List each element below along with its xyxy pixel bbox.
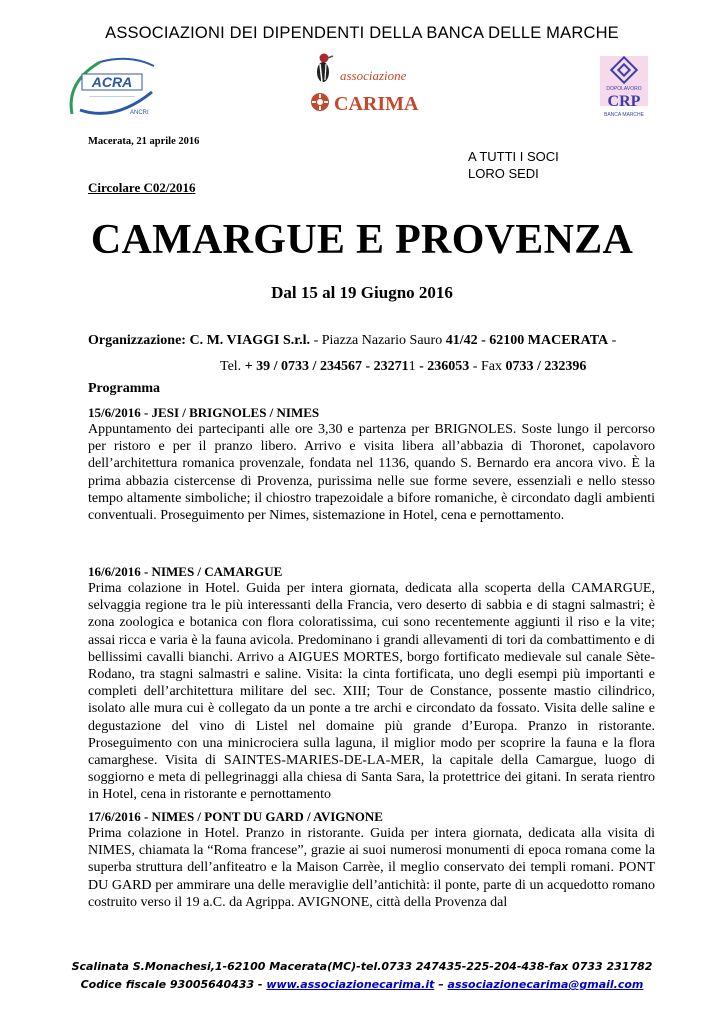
day-heading: 17/6/2016 - NIMES / PONT DU GARD / AVIGNONE (88, 809, 383, 824)
crp-logo-bottom: BANCA MARCHE (603, 112, 645, 118)
crp-logo-top: DOPOLAVORO (606, 86, 642, 92)
organization-line (88, 333, 648, 349)
day-heading: 16/6/2016 - NIMES / CAMARGUE (88, 564, 283, 579)
fax-number: 0733 / 232396 (505, 359, 587, 374)
tel-label: Tel. (220, 359, 242, 374)
footer-separator: – (434, 978, 448, 991)
day-description: Prima colazione in Hotel. Guida per intera giornata, dedicata alla scoperta della CAMARGUE, selvaggia regione tra le più interessanti della Francia, vero deserto di sabbia e di stagni salmastri; è zona zoologica e botanica con flora coloratissima, cui sono recentemente aggiunti il riso e la vite; assai ricca e varia è la fauna avicola. Predominano i grandi allevamenti di tori da combattimento e di bellissimi cavalli bianchi. Arrivo a AIGUES MORTES, borgo fortificato medievale sul canale Sète-Rodano, tra stagni salmastri e saline. Visita: la cinta fortificata, uno degli esempi più importanti e completi dell’architettura militare del sec. XIII; Tour de Constance, possente mastio cilindrico, isolato alle mura cui è collegato da un ponte a tre archi e circondato da fossato. Visita delle saline e degustazione del vino di Listel nel domaine più grande d’Europa. Pranzo in ristorante. Proseguimento con una minicrociera sulla laguna, il miglior modo per scoprire la fauna e la flora camarghese. Visita di SAINTES-MARIES-DE-LA-MER, la capitale della Camargue, luogo di soggiorno e meta di pellegrinaggi alla chiesa di Santa Sara, la protettrice dei gitani. In serata rientro in Hotel, cena in ristorante e pernottamento (88, 581, 655, 803)
tel-numbers: + 39 / 0733 / 234567 - 23271 (244, 359, 409, 374)
crp-logo (594, 50, 654, 122)
recipients-line-1: A TUTTI I SOCI (468, 149, 559, 164)
programma-heading: Programma (88, 381, 161, 396)
day-description: Appuntamento dei partecipanti alle ore 3,30 e partenza per BRIGNOLES. Soste lungo il percorso per ristoro e per il pranzo libero. Arrivo e visita libera all’abbazia di Thoronet, capolavoro dell’architettura romanica provenzale, fondata nel 1136, quando S. Bernardo era ancora vivo. È la prima abbazia cistercense di Provenza, purissima nelle sue forme severe, essenziali e nello stesso tempo altamente simboliche; il chiostro trapezoidale a bifore romaniche, è circondato dagli ambienti conventuali. Proseguimento per Nimes, sistemazione in Hotel, cena e pernottamento. (88, 422, 655, 524)
acra-logo-text: ACRA (91, 74, 133, 90)
recipients-line-2: LORO SEDI (468, 166, 539, 181)
website-link[interactable]: www.associazionecarima.it (266, 978, 435, 991)
day-heading: 15/6/2016 - JESI / BRIGNOLES / NIMES (88, 405, 320, 420)
organization-label: Organizzazione: (88, 333, 186, 348)
crp-logo-name: CRP (607, 93, 641, 110)
document-subtitle: Dal 15 al 19 Giugno 2016 (271, 283, 453, 302)
acra-logo-subtext: ANCRI (130, 110, 149, 116)
fax-label: - Fax (469, 359, 502, 374)
email-link[interactable]: associazionecarima@gmail.com (447, 978, 644, 991)
carima-logo-prefix: associazione (340, 68, 407, 83)
organization-dash: - (608, 333, 617, 348)
day-section (88, 563, 655, 804)
organization-company: C. M. VIAGGI S.r.l. (189, 333, 311, 348)
document-title: CAMARGUE E PROVENZA (90, 217, 634, 263)
day-section (88, 808, 655, 911)
day-section (88, 404, 655, 524)
svg-text:────────────────: ──────────────── (89, 94, 135, 99)
footer-codice-fiscale: Codice fiscale 93005640433 - (80, 978, 263, 991)
carima-logo (300, 50, 435, 118)
organization-number-city: 41/42 - 62100 MACERATA (445, 333, 609, 348)
footer-contacts (0, 978, 724, 991)
tel-rest: - 236053 (415, 359, 470, 374)
organization-address: - Piazza Nazario Sauro (313, 333, 443, 348)
recipients (468, 148, 559, 182)
acra-logo (60, 52, 160, 122)
circolare-number: Circolare C02/2016 (88, 180, 196, 195)
telephone-line (220, 359, 586, 375)
footer-address: Scalinata S.Monachesi,1-62100 Macerata(MC)-tel.0733 247435-225-204-438-fax 0733 231782 (71, 960, 653, 973)
letter-date: Macerata, 21 aprile 2016 (88, 136, 200, 147)
tel-digit: 1 (408, 359, 416, 374)
day-description: Prima colazione in Hotel. Pranzo in ristorante. Guida per intera giornata, dedicata alla visita di NIMES, chiamata la “Roma francese”, grazie ai suoi numerosi monumenti di epoca romana come la superba struttura dell’anfiteatro e la Maison Carrèe, il meglio conservato dei templi romani. PONT DU GARD per ammirare una delle meraviglie dell’antichità: il ponte, parte di un acquedotto romano costruito verso il 19 a.C. da Agrippa. AVIGNONE, città della Provenza dal (88, 826, 655, 910)
carima-logo-name: CARIMA (334, 93, 419, 115)
associations-header: ASSOCIAZIONI DEI DIPENDENTI DELLA BANCA DELLE MARCHE (105, 24, 619, 42)
